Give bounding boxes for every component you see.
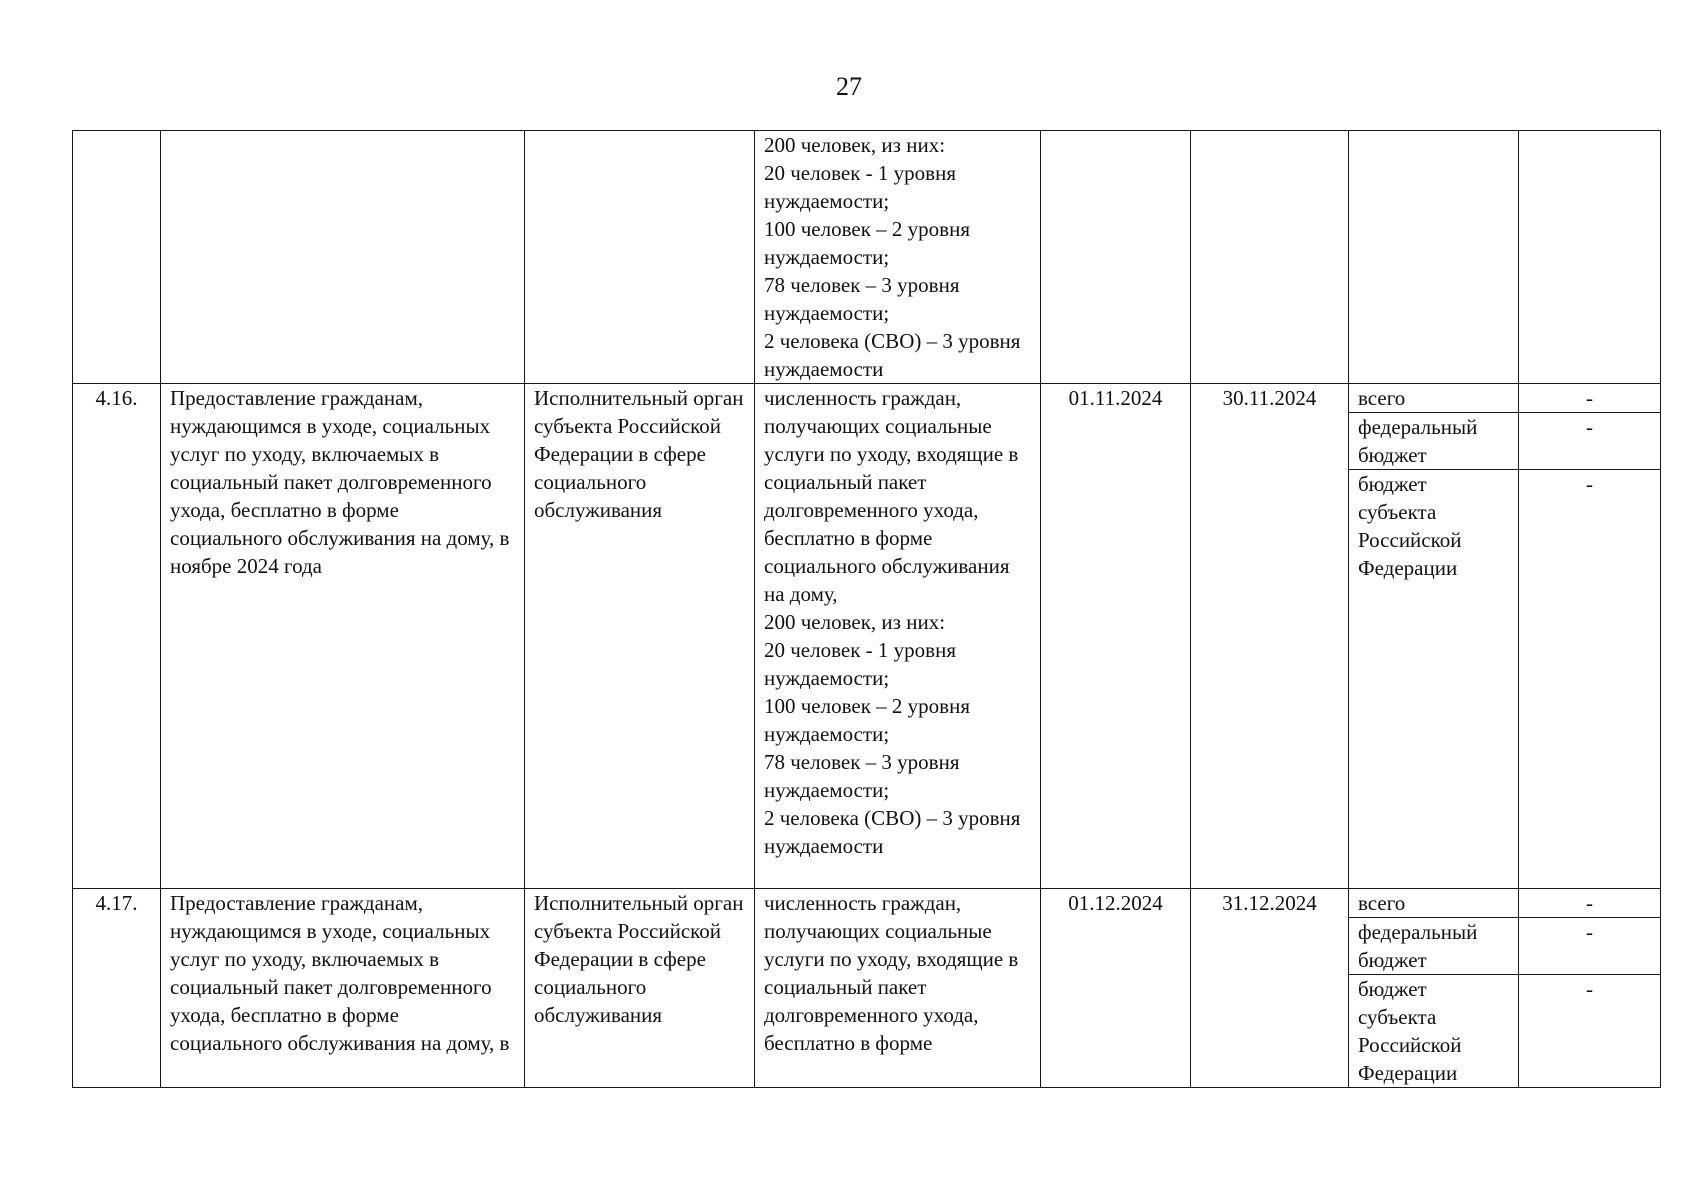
funding-value-cell: - (1519, 918, 1661, 975)
funding-value-cell (1519, 131, 1661, 384)
funding-value-cell: - (1519, 413, 1661, 470)
table-row-continuation (73, 131, 1661, 384)
row-number-cell (73, 131, 161, 384)
funding-value-cell: - (1519, 889, 1661, 918)
event-cell (161, 131, 525, 384)
start-date-cell (1041, 131, 1191, 384)
funding-source-cell: всего (1349, 889, 1519, 918)
table-row (73, 384, 1661, 413)
page-number: 27 (836, 72, 862, 101)
start-date-cell: 01.12.2024 (1041, 889, 1191, 1088)
indicator-cell: численность граждан, получающих социальные услуги по уходу, входящие в социальный пакет долговременного ухода, бесплатно в форме (755, 889, 1041, 1088)
indicator-cell: 200 человек, из них: 20 человек - 1 уровня нуждаемости; 100 человек – 2 уровня нуждаемости; 78 человек – 3 уровня нуждаемости; 2 человека (СВО) – 3 уровня нуждаемости (755, 131, 1041, 384)
end-date-cell: 30.11.2024 (1191, 384, 1349, 889)
end-date-cell: 31.12.2024 (1191, 889, 1349, 1088)
funding-source-cell: федеральный бюджет (1349, 413, 1519, 470)
executor-cell: Исполнительный орган субъекта Российской Федерации в сфере социального обслуживания (525, 889, 755, 1088)
start-date-cell: 01.11.2024 (1041, 384, 1191, 889)
table-row (73, 889, 1661, 918)
executor-cell (525, 131, 755, 384)
funding-value-cell: - (1519, 975, 1661, 1088)
measures-table (72, 130, 1661, 1088)
indicator-cell: численность граждан, получающих социальные услуги по уходу, входящие в социальный пакет долговременного ухода, бесплатно в форме социального обслуживания на дому, 200 человек, из них: 20 человек - 1 уровня нуждаемости; 100 человек – 2 уровня нуждаемости; 78 человек – 3 уровня нуждаемости; 2 человека (СВО) – 3 уровня нуждаемости (755, 384, 1041, 889)
funding-value-cell: - (1519, 384, 1661, 413)
event-cell: Предоставление гражданам, нуждающимся в уходе, социальных услуг по уходу, включаемых в социальный пакет долговременного ухода, бесплатно в форме социального обслуживания на дому, в (161, 889, 525, 1088)
funding-source-cell: бюджет субъекта Российской Федерации (1349, 470, 1519, 889)
funding-source-cell: бюджет субъекта Российской Федерации (1349, 975, 1519, 1088)
funding-source-cell (1349, 131, 1519, 384)
row-number-cell: 4.16. (73, 384, 161, 889)
funding-source-cell: федеральный бюджет (1349, 918, 1519, 975)
funding-source-cell: всего (1349, 384, 1519, 413)
funding-value-cell: - (1519, 470, 1661, 889)
end-date-cell (1191, 131, 1349, 384)
executor-cell: Исполнительный орган субъекта Российской Федерации в сфере социального обслуживания (525, 384, 755, 889)
row-number-cell: 4.17. (73, 889, 161, 1088)
event-cell: Предоставление гражданам, нуждающимся в уходе, социальных услуг по уходу, включаемых в социальный пакет долговременного ухода, бесплатно в форме социального обслуживания на дому, в ноябре 2024 года (161, 384, 525, 889)
